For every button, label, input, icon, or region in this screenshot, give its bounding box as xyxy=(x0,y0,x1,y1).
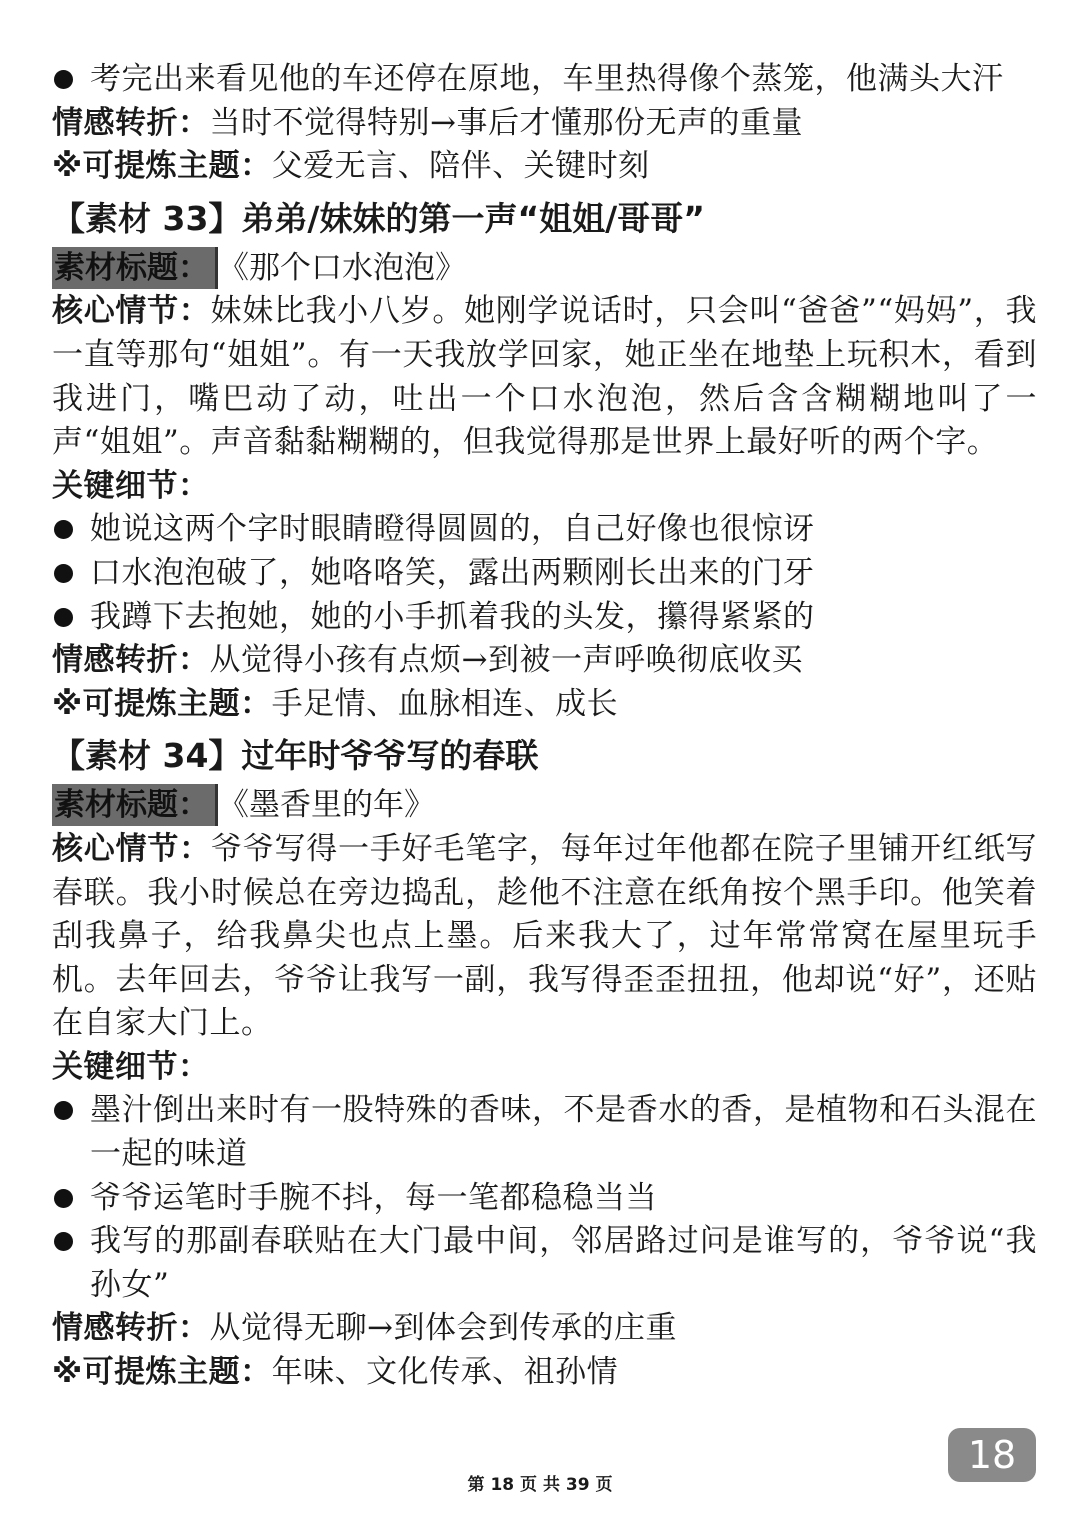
material-title-text: 《那个口水泡泡》 xyxy=(218,249,466,286)
list-item-text: 爷爷运笔时手腕不抖，每一笔都稳稳当当 xyxy=(90,1179,657,1216)
core-plot xyxy=(52,828,1037,1046)
details-label: 关键细节： xyxy=(52,467,210,504)
core-text: 妹妹比我小八岁。她刚学说话时，只会叫“爸爸”“妈妈”，我一直等那句“姐姐”。有一天我放学回家，她正坐在地垫上玩积木，看到我进门，嘴巴动了动，吐出一个口水泡泡，然后含含糊糊地叫了一声“姐姐”。声音黏黏糊糊的，但我觉得那是世界上最好听的两个字。 xyxy=(52,293,1038,461)
page-footer: 第 18 页 共 39 页 xyxy=(467,1475,613,1495)
list-item xyxy=(52,508,1037,552)
emotion-label: 情感转折： xyxy=(52,642,210,679)
bullet-icon xyxy=(54,70,73,89)
bullet-icon xyxy=(54,1232,73,1251)
theme-text: 年味、文化传承、祖孙情 xyxy=(271,1354,619,1391)
core-label: 核心情节： xyxy=(52,830,211,867)
list-item xyxy=(52,1177,1037,1221)
bullet-icon xyxy=(54,608,73,627)
core-label: 核心情节： xyxy=(52,293,211,330)
theme-label: ※可提炼主题： xyxy=(52,1354,272,1391)
theme-line xyxy=(52,683,1037,727)
emotion-label: 情感转折： xyxy=(52,104,210,141)
bullet-icon xyxy=(54,1101,73,1120)
list-item-text: 口水泡泡破了，她咯咯笑，露出两颗刚长出来的门牙 xyxy=(90,554,815,591)
bullet-icon xyxy=(54,520,73,539)
theme-text: 手足情、血脉相连、成长 xyxy=(271,685,619,722)
list-item xyxy=(52,1089,1037,1176)
core-plot xyxy=(52,290,1037,464)
list-item xyxy=(52,58,1037,102)
emotion-text: 当时不觉得特别→事后才懂那份无声的重量 xyxy=(209,104,803,141)
list-item-text: 我蹲下去抱她，她的小手抓着我的头发，攥得紧紧的 xyxy=(90,598,815,635)
emotion-text: 从觉得无聊→到体会到传承的庄重 xyxy=(209,1310,677,1347)
list-item-text: 她说这两个字时眼睛瞪得圆圆的，自己好像也很惊讶 xyxy=(90,511,815,548)
theme-line xyxy=(52,1351,1037,1395)
material-title-row xyxy=(52,784,1037,828)
emotion-line xyxy=(52,639,1037,683)
theme-label: ※可提炼主题： xyxy=(52,148,272,185)
emotion-text: 从觉得小孩有点烦→到被一声呼唤彻底收买 xyxy=(209,642,803,679)
theme-text: 父爱无言、陪伴、关键时刻 xyxy=(271,148,650,185)
details-label: 关键细节： xyxy=(52,1048,210,1085)
emotion-label: 情感转折： xyxy=(52,1310,210,1347)
document-page xyxy=(52,58,1037,1395)
list-item-text: 我写的那副春联贴在大门最中间，邻居路过问是谁写的，爷爷说“我孙女” xyxy=(90,1223,1037,1303)
page-number-badge: 18 xyxy=(948,1428,1036,1482)
list-item xyxy=(52,1220,1037,1307)
core-text: 爷爷写得一手好毛笔字，每年过年他都在院子里铺开红纸写春联。我小时候总在旁边捣乱，趁他不注意在纸角按个黑手印。他笑着刮我鼻子，给我鼻尖也点上墨。后来我大了，过年常常窝在屋里玩手机。去年回去，爷爷让我写一副，我写得歪歪扭扭，他却说“好”，还贴在自家大门上。 xyxy=(52,830,1038,1042)
bullet-icon xyxy=(54,564,73,583)
list-item xyxy=(52,552,1037,596)
section-heading: 【素材 33】弟弟/妹妹的第一声“姐姐/哥哥” xyxy=(52,198,705,238)
theme-label: ※可提炼主题： xyxy=(52,685,272,722)
list-item-text: 墨汁倒出来时有一股特殊的香味，不是香水的香，是植物和石头混在一起的味道 xyxy=(90,1092,1037,1173)
material-title-tag: 素材标题： xyxy=(52,784,218,826)
list-item-text: 考完出来看见他的车还停在原地，车里热得像个蒸笼，他满头大汗 xyxy=(90,61,1004,97)
theme-line xyxy=(52,145,1037,189)
section-heading: 【素材 34】过年时爷爷写的春联 xyxy=(52,736,539,776)
material-title-tag: 素材标题： xyxy=(52,247,218,289)
emotion-line xyxy=(52,1307,1037,1351)
bullet-icon xyxy=(54,1189,73,1208)
emotion-line xyxy=(52,102,1037,146)
material-title-text: 《墨香里的年》 xyxy=(218,787,435,824)
list-item xyxy=(52,596,1037,640)
material-title-row xyxy=(52,247,1037,291)
